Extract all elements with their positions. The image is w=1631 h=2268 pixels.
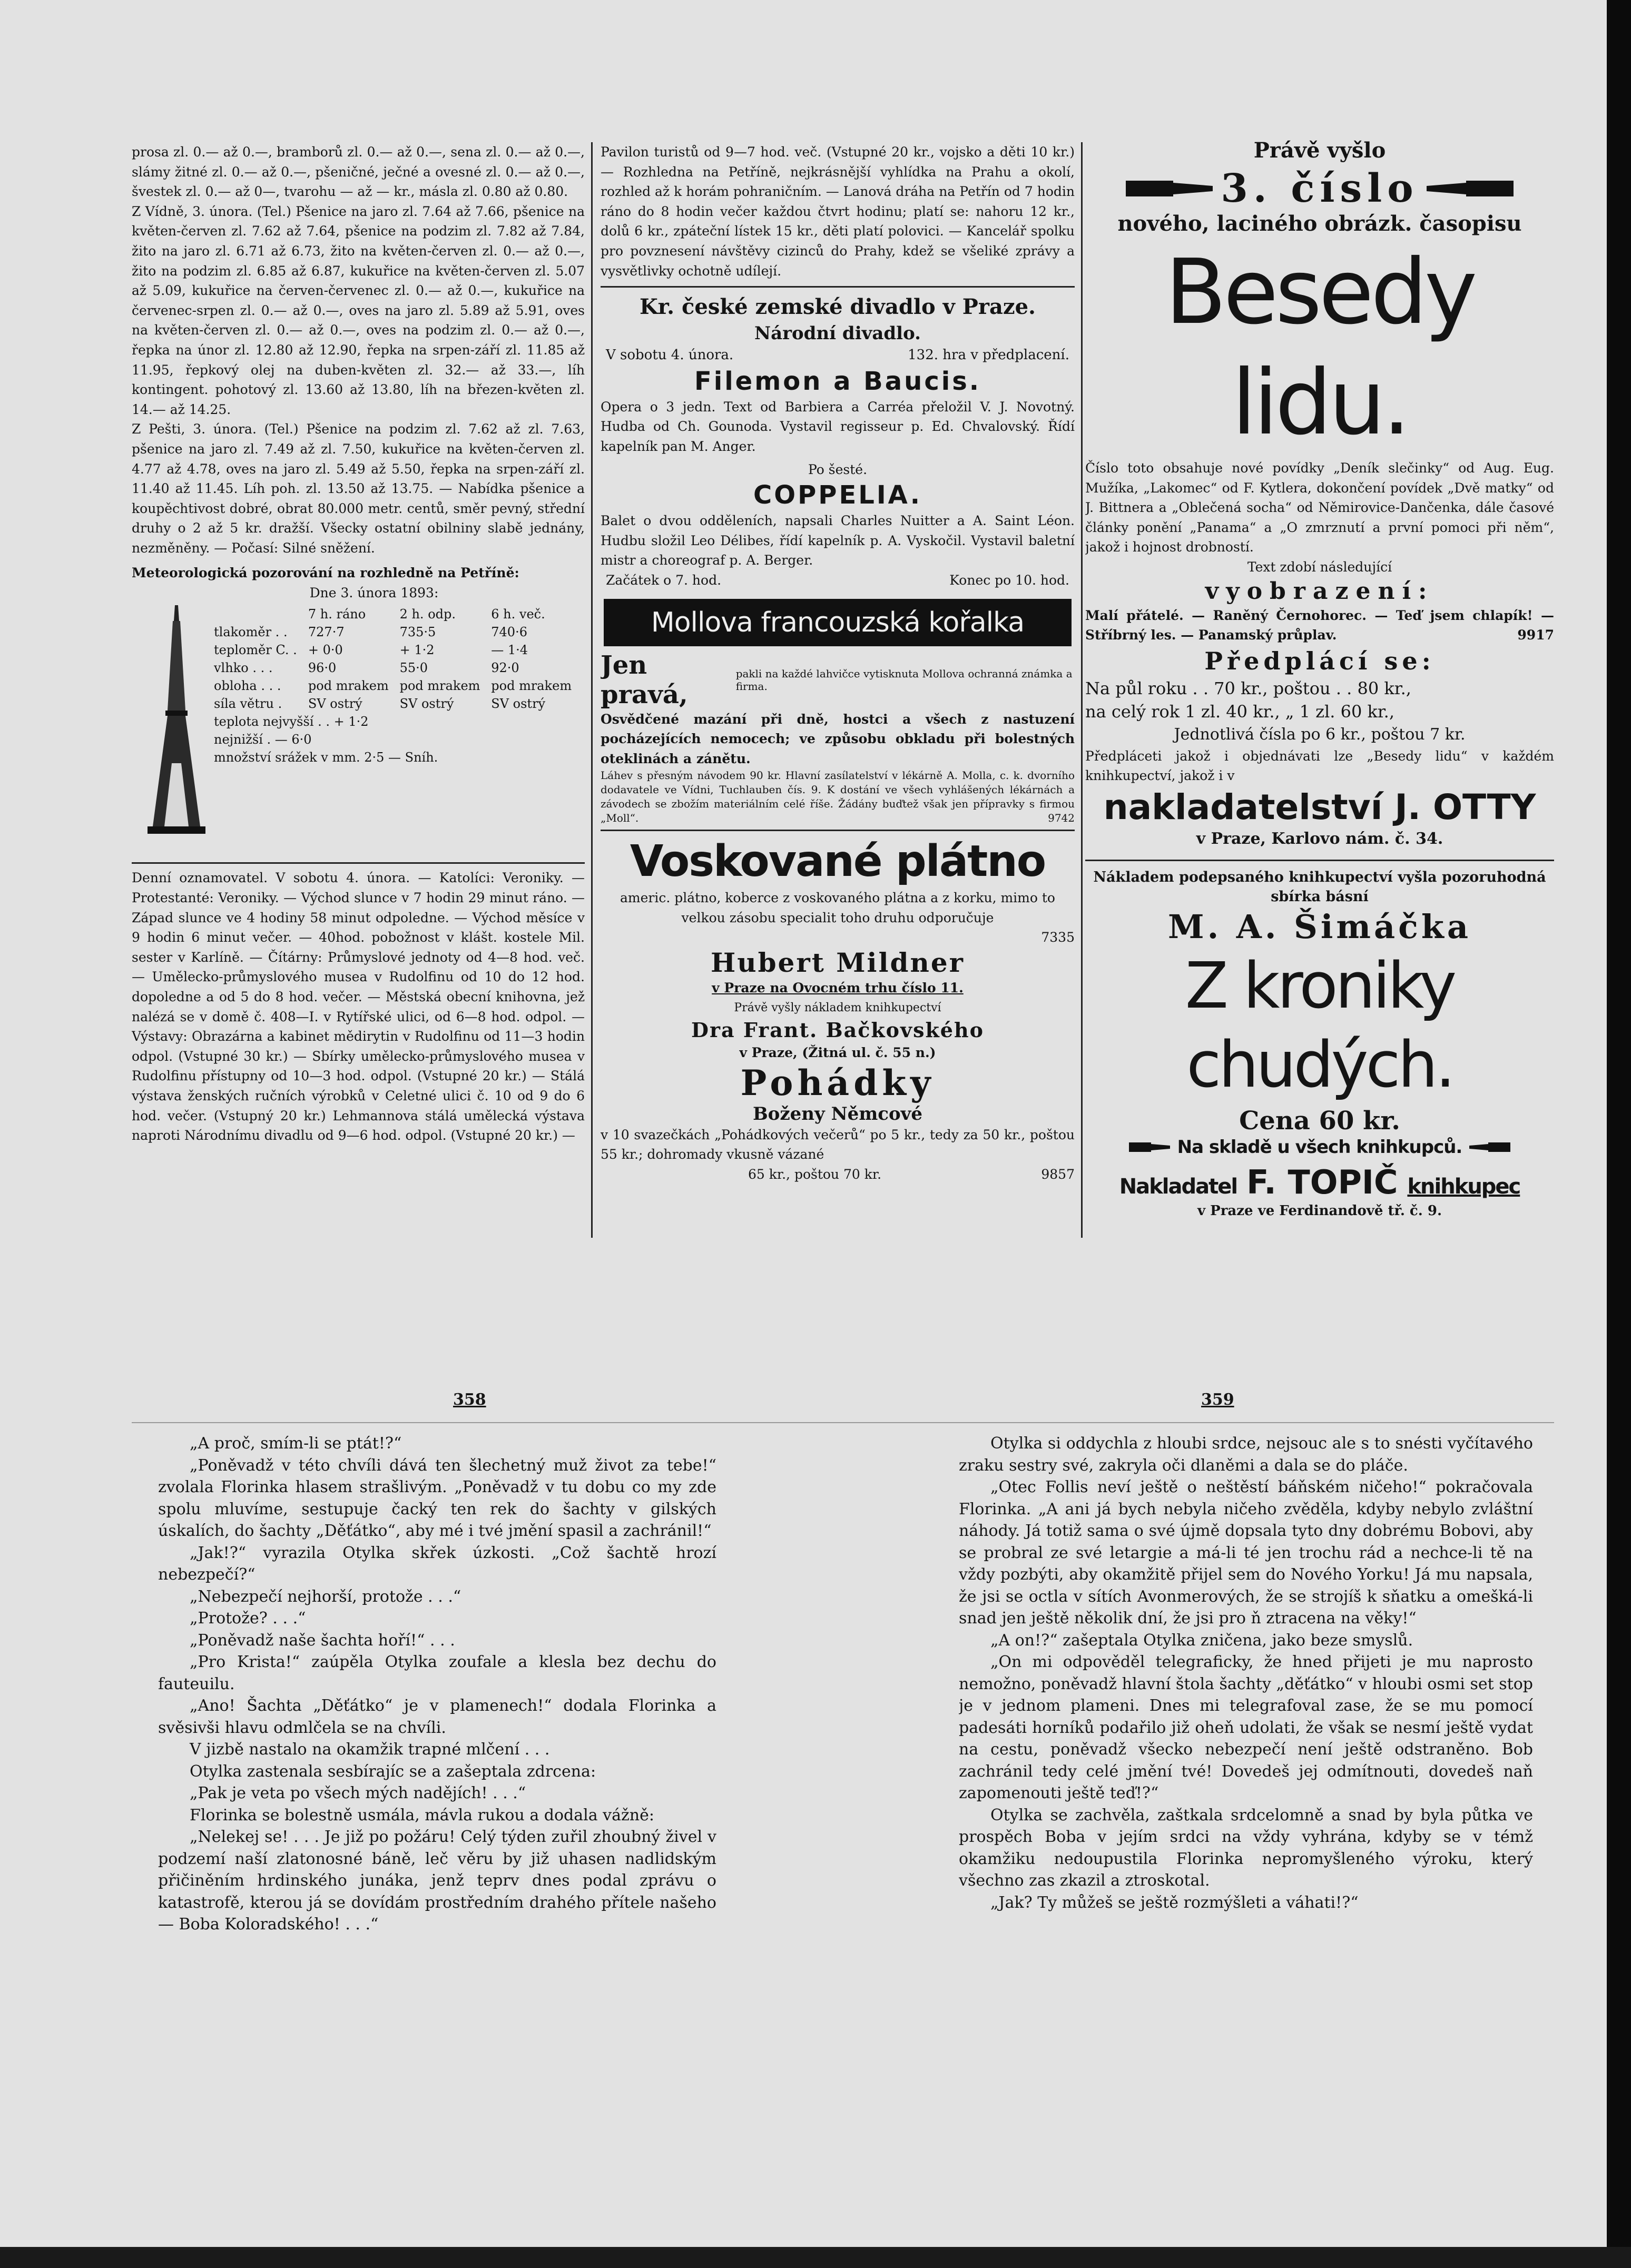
page-number-left: 358 [453, 1391, 486, 1409]
pohadky-ad-number: 9857 [1041, 1167, 1075, 1182]
pohadky-title: Pohádky [740, 1062, 935, 1103]
cislo-title: 3. číslo [1221, 166, 1419, 211]
opera-description: Opera o 3 jedn. Text od Barbiera a Carréa přeložil V. J. Novotný. Hudba od Ch. Gounoda. Vystavil regisseur p. Ed. Chvalovský. Řídí kapelník pan M. Anger. [601, 399, 1075, 454]
topic-address: v Praze ve Ferdinandově tř. č. 9. [1197, 1202, 1442, 1219]
story-paragraph: „Poněvadž v této chvíli dává ten šlechetný muž život za tebe!“ zvolala Florinka hlasem strašlivým. „Poněvadž v tu dobu co my zde spolu mluvíme, sestupuje čacký ten rek do šachty v gilských úskalích, do šachty „Děťátko“, aby mé i tvé jmění spasil a zachránil!“ [158, 1456, 716, 1540]
meteo-value: 735·5 [399, 625, 436, 640]
moll-small-text: Láhev s přesným návodem 90 kr. Hlavní zasílatelství v lékárně A. Molla, c. k. dvorního dodavatele ve Vídni, Tuchlauben čís. 9. K dostání ve všech vyhlášených lékárnách a závodech se zbožím materiálním celé říše. Žádány buďtež však jen přípravky s firmou „Moll“. [601, 769, 1075, 825]
pohadky-text: v 10 svazečkách „Pohádkových večerů“ po 5 kr., tedy za 50 kr., poštou 55 kr.; dohromady vkusně vázané [601, 1127, 1075, 1162]
pointing-hand-icon [1424, 175, 1514, 202]
topic-name: F. TOPIČ [1246, 1162, 1398, 1201]
story-paragraph: Otylka zastenala sesbírajíc se a zašeptala zdrcena: [190, 1762, 596, 1781]
meteo-col-afternoon: 2 h. odp. [399, 607, 456, 622]
pointing-hand-icon [1468, 1139, 1510, 1155]
meteo-value: 96·0 [308, 660, 337, 676]
divider [601, 286, 1075, 288]
showtime-line [601, 570, 1075, 590]
mildner-address: v Praze na Ovocném trhu číslo 11. [712, 980, 964, 996]
meteo-value: — 1·4 [491, 643, 528, 658]
predplaci-heading: Předplácí se: [1204, 646, 1435, 675]
ballet-title-coppelia: COPPELIA. [753, 480, 922, 510]
jen-prava-small: pakli na každé lahvičce vytisknuta Mollova ochranná známka a firma. [735, 667, 1073, 693]
noveho-casopisu: nového, laciného obrázk. časopisu [1117, 211, 1522, 236]
nakladem-text: Nákladem podepsaného knihkupectví vyšla pozoruhodná sbírka básní [1093, 869, 1546, 905]
z-kroniky-chudych-title: Z kroniky chudých. [1185, 949, 1455, 1102]
column-divider [1081, 142, 1083, 1238]
market-prices-local: prosa zl. 0.— až 0.—, bramborů zl. 0.— až 0.—, sena zl. 0.— až 0.—, slámy žitné zl. 0.— až 0.—, pšeničné, ječné a ovesné zl. 0.— až 0.—, švestek zl. 0.— až 0—, tvarohu — až — kr., másla zl. 0.80 až 0.80. [132, 144, 585, 200]
meteo-table [211, 605, 579, 766]
na-sklade: Na skladě u všech knihkupců. [1177, 1136, 1462, 1158]
meteo-date: Dne 3. února 1893: [309, 585, 439, 601]
story-paragraph: „Pro Krista!“ zaúpěla Otylka zoufale a klesla bez dechu do fauteuilu. [158, 1653, 716, 1693]
mildner-name: Hubert Mildner [710, 947, 965, 979]
vyobrazeni-list [1085, 606, 1554, 645]
meteo-extra-precip: množství srážek v mm. 2·5 — Sníh. [214, 750, 438, 765]
jen-prava-line [601, 650, 1075, 709]
theatre-date-line [601, 346, 1075, 366]
story-paragraph: „Pak je veta po všech mých nadějích! . . .“ [190, 1784, 526, 1802]
meteo-row-label: síla větru . [214, 696, 282, 712]
middle-column [601, 142, 1075, 1238]
start-time: Začátek o 7. hod. [606, 572, 722, 588]
meteo-value: + 0·0 [308, 643, 343, 658]
subscription-full-year: na celý rok 1 zl. 40 kr., „ 1 zl. 60 kr., [1085, 701, 1394, 722]
po-seste: Po šesté. [808, 461, 868, 477]
besedy-lidu-title: Besedy lidu. [1165, 240, 1475, 455]
prave-vyslo: Právě vyšlo [1253, 138, 1386, 163]
divider [132, 862, 585, 864]
pavilon-notice: Pavilon turistů od 9—7 hod. več. (Vstupné 20 kr., vojsko a děti 10 kr.) — Rozhledna na Petříně, nejkrásnější vyhlídka na Prahu a okolí, rozhled až k horám pohraničním. — Lanová dráha na Petřín od 7 hodin ráno do 8 hodin večer každou čtvrt hodinu; platí se: nahoru 12 kr., dolů 6 kr., zpáteční lístek 15 kr., děti platí polovici. — Kancelář spolku pro povznesení návštěvy cizinců do Prahy, kdež se všeliké zprávy a vysvětlivky ochotně udílejí. [601, 144, 1075, 279]
divider [1085, 860, 1554, 861]
meteo-col-evening: 6 h. več. [491, 607, 545, 622]
story-paragraph: Otylka si oddychla z hloubi srdce, nejsouc ale s to snésti vyčítavého zraku sestry své, zakryla oči dlaněmi a dala se do pláče. [959, 1434, 1533, 1475]
vyobrazeni-number: 9917 [1517, 627, 1554, 643]
divider [601, 830, 1075, 831]
meteo-row [211, 677, 579, 695]
subscription-half-year: Na půl roku . . 70 kr., poštou . . 80 kr., [1085, 678, 1411, 698]
backovsky-address: v Praze, (Žitná ul. č. 55 n.) [739, 1045, 936, 1061]
voskovane-text: americ. plátno, koberce z voskovaného plátna a z korku, mimo to velkou zásobu specialit toho druhu odporučuje [620, 890, 1055, 925]
pointing-hand-icon [1126, 175, 1215, 202]
meteo-row [211, 641, 579, 659]
opera-title-filemon: Filemon a Baucis. [694, 366, 981, 396]
story-paragraph: „Protože? . . .“ [190, 1609, 306, 1628]
meteo-title: Meteorologická pozorování na rozhledně na Petříně: [132, 565, 519, 581]
story-paragraph: V jizbě nastalo na okamžik trapné mlčení . . . [190, 1740, 550, 1759]
text-zdobi: Text zdobí následující [1247, 559, 1392, 575]
voskovane-title: Voskované plátno [630, 836, 1046, 887]
backovsky-name: Dra Frant. Bačkovského [691, 1018, 984, 1042]
scan-edge-bottom [0, 2247, 1631, 2268]
meteo-value: SV ostrý [308, 696, 362, 712]
predplaceti-text: Předpláceti jakož i objednávati lze „Besedy lidu“ v každém knihkupectví, jakož i v [1085, 748, 1554, 784]
story-paragraph: Florinka se bolestně usmála, mávla rukou a dodala vážně: [190, 1806, 654, 1825]
pohadky-price: 65 kr., poštou 70 kr. [748, 1167, 882, 1182]
cislo-line [1085, 166, 1554, 211]
meteo-value: pod mrakem [399, 678, 480, 694]
meteo-block [132, 563, 585, 858]
moll-banner: Mollova francouzská kořalka [604, 599, 1072, 646]
theatre-date: V sobotu 4. února. [606, 347, 734, 363]
jen-prava: Jen pravá, [601, 650, 688, 709]
single-issues: Jednotlivá čísla po 6 kr., poštou 7 kr. [1174, 725, 1466, 744]
knihkupec-label: knihkupec [1407, 1174, 1520, 1199]
simacek-name: M. A. Šimáčka [1167, 907, 1472, 946]
column-divider [591, 142, 593, 1238]
story-paragraph: „Poněvadž naše šachta hoří!“ . . . [190, 1631, 455, 1650]
market-prices-vienna: Z Vídně, 3. února. (Tel.) Pšenice na jaro zl. 7.64 až 7.66, pšenice na květen-červen zl. 7.62 až 7.64, pšenice na podzim zl. 7.82 až 7.84, žito na jaro zl. 6.71 až 6.73, žito na květen-červen zl. 0.— až 0.—, žito na podzim zl. 6.85 až 6.87, kukuřice na květen-červen zl. 5.07 až 5.09, kukuřice na červen-červenec zl. 0.— až 0.—, kukuřice na červenec-srpen zl. 0.— až 0.—, oves na jaro zl. 5.89 až 5.91, oves na květen-červen zl. 0.— až 0.—, oves na podzim zl. 0.— až 0.—, řepka na únor zl. 12.80 až 12.90, řepka na srpen-září zl. 11.85 až 11.95, řepkový olej na duben-květen zl. 32.— až 33.—, líh kontingent. pohotový zl. 13.60 až 13.80, líh na březen-květen zl. 14.— až 14.25. [132, 203, 585, 417]
page-number-right: 359 [1201, 1391, 1234, 1409]
theatre-performance-no: 132. hra v předplacení. [908, 347, 1069, 363]
cislo-contents: Číslo toto obsahuje nové povídky „Deník slečinky“ od Aug. Eug. Mužíka, „Lakomec“ od F. Kytlera, dokončení povídek „Dvě matky“ od J. Bittnera a „Oblečená socha“ od Němirovice-Dančenka, dále časové články ponění „Panama“ a „O zmrznutí a první pomoci při něm“, jakož i hojnost drobností. [1085, 460, 1554, 555]
ballet-description: Balet o dvou odděleních, napsali Charles Nuitter a A. Saint Léon. Hudbu složil Leo Délibes, řídí kapelník p. A. Vyskočil. Vystavil baletní mistr a choreograf p. A. Berger. [601, 513, 1075, 568]
moll-small [601, 768, 1075, 825]
meteo-value: SV ostrý [491, 696, 546, 712]
meteo-value: pod mrakem [308, 678, 389, 694]
story-paragraph: „On mi odpověděl telegraficky, že hned přijeti je mu naprosto nemožno, poněvadž hlavní štola šachty „děťátko“ v hloubi osmi set stop je v jednom plameni. Dnes mi telegrafoval zase, že se mu pomocí padesáti horníků podařilo již oheň udolati, že však se nesmí ještě vydat na cestu, poněvadž všecko nebezpečí není ještě odstraněno. Bob zachránil tedy celé jmění tvé! Dovedeš jej odmítnouti, dovedeš naň zapomenouti ještě teď!?“ [959, 1653, 1533, 1802]
market-prices-pest: Z Pešti, 3. února. (Tel.) Pšenice na podzim zl. 7.62 až zl. 7.63, pšenice na jaro zl. 7.49 až zl. 7.50, kukuřice na květen-červen zl. 4.77 až 4.78, oves na jaro zl. 5.49 až 5.50, řepka na srpen-září zl. 11.40 až 11.45. Líh poh. zl. 13.50 až 13.75. — Nabídka pšenice a koupěchtivost dobré, obrat 80.000 metr. centů, směr pevný, střední druhy o 2 až 5 kr. dražší. Všecky ostatní obilniny slabě jednány, nezměněny. — Počasí: Silné sněžení. [132, 421, 585, 556]
pointing-hand-icon [1129, 1139, 1171, 1155]
meteo-row-label: teploměr C. . [214, 643, 297, 658]
na-sklade-line [1085, 1137, 1554, 1158]
moll-text: Osvědčené mazání při dně, hostci a všech z nastuzení pocházejících nemocech; ve způsobu obkladu při bolestných oteklinách a zánětu. [601, 711, 1075, 766]
voskovane-number: 7335 [1041, 930, 1075, 945]
meteo-value: 740·6 [491, 625, 527, 640]
meteo-row [211, 659, 579, 677]
meteo-row-label: tlakoměr . . [214, 625, 288, 640]
moll-ad-number: 9742 [1048, 812, 1075, 825]
story-paragraph: „Ano! Šachta „Děťátko“ je v plamenech!“ dodala Florinka a svěsivši hlavu odmlčela se na chvíli. [158, 1697, 716, 1737]
scan-edge-right [1607, 0, 1631, 2268]
story-paragraph: „Nelekej se! . . . Je již po požáru! Celý týden zuřil zhoubný živel v podzemí naší zlatonosné báně, leč věru by již uhasen nadlidským přičiněním hrdinského junáka, jenž teprv dnes podal zprávu o katastrofě, kterou já se dovídám prostředním drahého přítele našeho — Boba Koloradského! . . .“ [158, 1828, 716, 1934]
otto-address: v Praze, Karlovo nám. č. 34. [1196, 829, 1443, 848]
market-column [132, 142, 585, 1238]
story-column-right [959, 1433, 1533, 2112]
meteo-extra-max: teplota nejvyšší . . + 1·2 [214, 714, 369, 729]
bozena-nemcova: Boženy Němcové [752, 1103, 923, 1125]
meteo-header-row [211, 605, 579, 623]
meteo-value: 727·7 [308, 625, 345, 640]
meteo-row-label: obloha . . . [214, 678, 281, 694]
story-paragraph: Otylka se zachvěla, zaštkala srdcelomně a snad by byla půtka ve prospěch Boba v jejím srdci na vždy vyhrána, kdyby se v témž okamžiku nedoupustila Florinka nepromyšleného výroku, který všechno zas zkazil a ztroskotal. [959, 1806, 1533, 1890]
theatre-heading: Kr. české zemské divadlo v Praze. [640, 294, 1036, 320]
meteo-value: + 1·2 [399, 643, 435, 658]
meteo-value: SV ostrý [399, 696, 454, 712]
story-paragraph: „Jak!?“ vyrazila Otylka skřek úzkosti. „Což šachtě hrozí nebezpečí?“ [158, 1543, 716, 1584]
meteo-value: 55·0 [399, 660, 428, 676]
meteo-col-morning: 7 h. ráno [308, 607, 366, 622]
topic-line [1085, 1163, 1554, 1201]
vyobrazeni-items: Malí přátelé. — Raněný Černohorec. — Teď jsem chlapík! — Stříbrný les. — Panamský průplav. [1085, 607, 1554, 643]
story-paragraph: „Nebezpečí nejhorší, protože . . .“ [190, 1587, 461, 1606]
price-60kr: Cena 60 kr. [1239, 1106, 1400, 1136]
meteo-row-label: vlhko . . . [214, 660, 273, 676]
meteo-value: 92·0 [491, 660, 519, 676]
story-paragraph: „Otec Follis neví ještě o neštěstí báňském ničeho!“ pokračovala Florinka. „A ani já bych nebyla ničeho zvěděla, kdyby nebylo zvláštní náhody. Já totiž sama o své újmě dopsala tyto dny dobrému Bobovi, aby se probral ze své letargie a má-li té jen trochu rád a nechce-li tě na vždy pozbýti, aby okamžitě přijel sem do Nového Yorku! Já mu napsala, že jsi se octla v sítích Avonmerových, že se strojíš k sňatku a omešká-li snad jen ještě několik dní, že jsi pro ň ztracena na věky!“ [959, 1478, 1533, 1628]
daily-announcer: Denní oznamovatel. V sobotu 4. února. — Katolíci: Veroniky. — Protestanté: Veroniky. — Východ slunce v 7 hodin 29 minut ráno. — Západ slunce ve 4 hodiny 58 minut odpoledne. — Východ měsíce v 9 hodin 6 minut večer. — 40hod. pobožnost v klášt. kostele Mil. sester v Karlíně. — Čítárny: Průmyslové jednoty od 4—8 hod. več. — Umělecko-průmyslového musea v Rudolfinu od 10 do 12 hod. dopoledne a od 5 do 8 hod. večer. — Městská obecní knihovna, jež nalézá se v domě č. 408—I. v Rytířské ulici, od 6—8 hod. odpol. — Výstavy: Obrazárna a kabinet mědirytin v Rudolfinu od 11—3 hodin odpol. (Vstupné 30 kr.) — Sbírky umělecko-průmyslového musea v Rudolfinu přístupny od 10—3 hod. odpol. (Vstupné 20 kr.) — Stálá výstava ženských ručních výrobků v Celetné ulici č. 10 od 9 do 6 hod. večer. (Vstupný 20 kr.) Lehmannova stálá umělecká výstava naproti Národnímu divadlu od 9—6 hod. odpol. (Vstupné 20 kr.) — [132, 870, 585, 1143]
story-top-rule [132, 1422, 1554, 1423]
story-paragraph: „A on!?“ zašeptala Otylka zničena, jako beze smyslů. [990, 1631, 1413, 1650]
story-paragraph: „A proč, smím-li se ptát!?“ [190, 1434, 402, 1453]
otto-publisher: nakladatelství J. OTTY [1103, 786, 1536, 827]
story-column-left [158, 1433, 716, 2112]
theatre-subheading: Národní divadlo. [754, 323, 921, 344]
meteo-row [211, 695, 579, 713]
story-paragraph: „Jak? Ty můžeš se ještě rozmýšleti a váhati!?“ [990, 1893, 1359, 1912]
end-time: Konec po 10. hod. [949, 572, 1069, 588]
petrin-tower-icon [148, 605, 205, 837]
meteo-row [211, 623, 579, 641]
prave-vysly: Právě vyšly nákladem knihkupectví [734, 1001, 941, 1014]
meteo-extra-min: nejnižší . — 6·0 [214, 732, 312, 747]
meteo-value: pod mrakem [491, 678, 572, 694]
nakladatel-label: Nakladatel [1119, 1174, 1237, 1199]
vyobrazeni-heading: vyobrazení: [1205, 577, 1435, 605]
pohadky-price-line [601, 1165, 1075, 1185]
ads-column [1085, 137, 1554, 1238]
